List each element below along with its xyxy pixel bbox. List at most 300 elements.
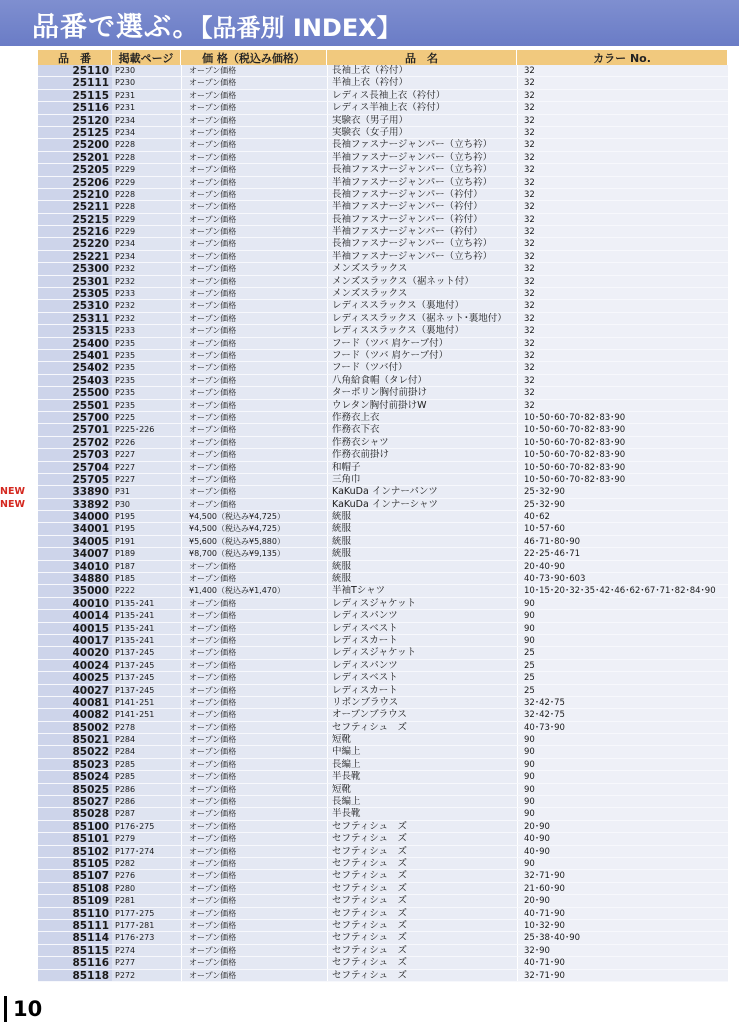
price-cell-text: オープン価格: [189, 313, 237, 323]
color-no-cell: [517, 313, 728, 324]
price-cell-text: オープン価格: [189, 945, 237, 955]
product-name-cell: [327, 115, 517, 126]
product-name-cell-text: レディス半袖上衣（衿付）: [332, 102, 446, 114]
color-no-cell: [517, 338, 728, 349]
page-cell: [112, 251, 181, 262]
table-row: [38, 251, 728, 263]
price-cell: [181, 400, 327, 411]
color-no-cell: [517, 201, 728, 212]
page-cell-text: P234: [115, 239, 136, 249]
table-row: [38, 548, 728, 560]
product-no-cell: [38, 238, 112, 249]
product-name-cell: [327, 585, 517, 596]
product-name-cell-text: セフティシュ ズ: [332, 919, 408, 931]
price-cell: [181, 511, 327, 522]
color-no-cell-text: 90: [524, 635, 535, 646]
table-row: [38, 474, 728, 486]
product-no-cell-text: 25220: [72, 238, 109, 251]
product-no-cell: [38, 400, 112, 411]
product-name-cell-text: レディス長袖上衣（衿付）: [332, 89, 446, 101]
page-cell-text: P234: [115, 251, 136, 261]
new-badge: NEW: [0, 486, 25, 498]
color-no-cell: [517, 523, 728, 534]
table-row: [38, 189, 728, 201]
price-cell-text: オープン価格: [189, 821, 237, 831]
product-name-cell: [327, 201, 517, 212]
color-no-cell: [517, 895, 728, 906]
product-no-cell-text: 85101: [72, 833, 109, 846]
product-name-cell: [327, 821, 517, 832]
page-cell: [112, 523, 181, 534]
product-name-cell: [327, 523, 517, 534]
product-name-cell: [327, 77, 517, 88]
page-cell-text: P176･275: [115, 821, 155, 831]
color-no-cell: [517, 325, 728, 336]
page-cell-text: P281: [115, 896, 136, 906]
color-no-cell-text: 40･62: [524, 512, 550, 523]
page-cell: [112, 338, 181, 349]
product-no-cell: [38, 300, 112, 311]
table-row: [38, 870, 728, 882]
color-no-cell-text: 25: [524, 673, 535, 684]
table-row: [38, 127, 728, 139]
product-no-cell-text: 40014: [72, 610, 109, 623]
table-row: [38, 214, 728, 226]
price-cell: [181, 77, 327, 88]
product-no-cell: [38, 325, 112, 336]
price-cell-text: オープン価格: [189, 66, 237, 75]
page-cell: [112, 610, 181, 621]
price-cell: [181, 462, 327, 473]
price-cell-text: オープン価格: [189, 437, 237, 447]
color-no-cell: [517, 908, 728, 919]
product-no-cell-text: 85107: [72, 870, 109, 883]
color-no-cell: [517, 90, 728, 101]
page-cell-text: P227: [115, 450, 136, 460]
table-row: [38, 585, 728, 597]
price-cell: [181, 313, 327, 324]
price-cell-text: オープン価格: [189, 140, 237, 150]
product-no-cell: [38, 177, 112, 188]
product-no-cell: [38, 362, 112, 373]
color-no-cell-text: 32: [524, 177, 535, 188]
new-badge: NEW: [0, 498, 25, 510]
product-name-cell-text: 三角巾: [332, 473, 361, 485]
price-cell: [181, 263, 327, 274]
product-name-cell-text: 実験衣（女子用）: [332, 126, 409, 138]
price-cell: [181, 833, 327, 844]
product-name-cell: [327, 970, 517, 981]
page-cell-text: P222: [115, 586, 136, 596]
price-cell-text: オープン価格: [189, 635, 237, 645]
product-name-cell-text: メンズスラックス: [332, 263, 408, 275]
page-cell-text: P141･251: [115, 710, 155, 720]
price-cell: [181, 437, 327, 448]
color-no-cell-text: 25: [524, 685, 535, 696]
page-cell: [112, 685, 181, 696]
product-no-cell-text: 85115: [72, 944, 109, 957]
color-no-cell-text: 10･50･60･70･82･83･90: [524, 450, 626, 461]
page-cell-text: P231: [115, 90, 136, 100]
price-cell-text: オープン価格: [189, 487, 237, 497]
color-no-cell-text: 10･50･60･70･82･83･90: [524, 462, 626, 473]
page-cell: [112, 325, 181, 336]
price-cell: [181, 796, 327, 807]
price-cell-text: オープン価格: [189, 326, 237, 336]
page-cell: [112, 746, 181, 757]
page-cell: [112, 660, 181, 671]
page-cell-text: P282: [115, 859, 136, 868]
price-cell-text: オープン価格: [189, 970, 237, 980]
page-cell: [112, 189, 181, 200]
page-cell-text: P232: [115, 276, 136, 286]
product-name-cell: [327, 251, 517, 262]
product-no-cell-text: 33892: [72, 498, 109, 511]
product-name-cell-text: レディススラックス（裏地付）: [332, 300, 464, 312]
color-no-cell: [517, 437, 728, 448]
product-no-cell-text: 25110: [72, 65, 109, 77]
price-cell: [181, 375, 327, 386]
product-name-cell: [327, 400, 517, 411]
page-cell-text: P225: [115, 412, 136, 422]
page-cell-text: P135･241: [115, 598, 155, 608]
color-no-cell-text: 32: [524, 239, 535, 250]
price-cell-text: オープン価格: [189, 78, 237, 88]
price-cell: [181, 561, 327, 572]
column-header-color-no: カラー No.: [517, 50, 728, 65]
price-cell-text: オープン価格: [189, 474, 237, 484]
table-row: [38, 647, 728, 659]
table-row: [38, 462, 728, 474]
product-name-cell: [327, 759, 517, 770]
product-name-cell-text: 長袖ファスナージャンパー（衿付）: [332, 213, 483, 225]
price-cell: [181, 635, 327, 646]
price-cell: [181, 858, 327, 869]
product-no-cell-text: 25305: [72, 288, 109, 301]
color-no-cell-text: 10･50･60･70･82･83･90: [524, 425, 626, 436]
table-row: [38, 771, 728, 783]
price-cell-text: オープン価格: [189, 462, 237, 472]
page-cell: [112, 77, 181, 88]
price-cell: [181, 300, 327, 311]
color-no-cell-text: 90: [524, 747, 535, 758]
price-cell-text: オープン価格: [189, 202, 237, 212]
table-row: [38, 226, 728, 238]
product-name-cell-text: レディスベスト: [332, 622, 398, 634]
price-cell: [181, 548, 327, 559]
price-cell-text: オープン価格: [189, 103, 237, 113]
product-no-cell-text: 25500: [72, 387, 109, 400]
color-no-cell-text: 40･73･90: [524, 722, 565, 733]
price-cell: [181, 585, 327, 596]
color-no-cell-text: 32･42･75: [524, 697, 565, 708]
product-no-cell-text: 25111: [72, 77, 109, 90]
price-cell: [181, 759, 327, 770]
product-no-cell-text: 25221: [72, 250, 109, 263]
product-name-cell-text: 短靴: [332, 734, 352, 746]
product-no-cell: [38, 746, 112, 757]
product-no-cell-text: 25705: [72, 473, 109, 486]
product-name-cell-text: 短靴: [332, 783, 352, 795]
product-no-cell-text: 25215: [72, 213, 109, 226]
product-name-cell: [327, 362, 517, 373]
product-index-table: [0, 50, 728, 982]
page-cell: [112, 883, 181, 894]
price-cell: [181, 672, 327, 683]
product-no-cell-text: 85118: [72, 969, 109, 982]
product-no-cell: [38, 759, 112, 770]
product-name-cell: [327, 908, 517, 919]
product-no-cell-text: 25402: [72, 362, 109, 375]
product-name-cell-text: 作務衣前掛け: [332, 449, 390, 461]
color-no-cell: [517, 387, 728, 398]
price-cell-text: オープン価格: [189, 598, 237, 608]
product-no-cell: [38, 226, 112, 237]
table-row: [38, 970, 728, 982]
table-row: [38, 920, 728, 932]
product-no-cell: [38, 77, 112, 88]
product-no-cell-text: 85111: [72, 919, 109, 932]
product-no-cell: [38, 883, 112, 894]
page-cell: [112, 139, 181, 150]
color-no-cell-text: 32･71･90: [524, 970, 565, 981]
page-cell-text: P187: [115, 561, 136, 571]
product-name-cell-text: セフティシュ ズ: [332, 845, 408, 857]
page-cell-text: P235: [115, 400, 136, 410]
color-no-cell-text: 32: [524, 90, 535, 101]
color-no-cell-text: 90: [524, 735, 535, 746]
page-cell-text: P137･245: [115, 685, 155, 695]
product-no-cell: [38, 214, 112, 225]
color-no-cell-text: 22･25･46･71: [524, 549, 581, 560]
price-cell-text: オープン価格: [189, 660, 237, 670]
color-no-cell: [517, 536, 728, 547]
product-no-cell-text: 34880: [72, 573, 109, 586]
product-no-cell-text: 25300: [72, 263, 109, 276]
page-title: [32, 5, 401, 44]
page-cell: [112, 313, 181, 324]
table-row: [38, 784, 728, 796]
product-no-cell: [38, 412, 112, 423]
product-name-cell: [327, 746, 517, 757]
product-no-cell: [38, 65, 112, 76]
product-no-cell-text: 85023: [72, 758, 109, 771]
product-name-cell-text: セフティシュ ズ: [332, 870, 408, 882]
column-header-product-name: 品 名: [327, 50, 517, 65]
color-no-cell-text: 90: [524, 623, 535, 634]
color-no-cell: [517, 697, 728, 708]
price-cell-text: オープン価格: [189, 276, 237, 286]
table-row: [38, 734, 728, 746]
product-name-cell: [327, 709, 517, 720]
price-cell: [181, 288, 327, 299]
color-no-cell: [517, 511, 728, 522]
price-cell: [181, 970, 327, 981]
page-cell-text: P189: [115, 549, 136, 559]
table-body: [0, 65, 728, 982]
price-cell-text: オープン価格: [189, 375, 237, 385]
page-cell: [112, 486, 181, 497]
color-no-cell: [517, 870, 728, 881]
product-no-cell: [38, 375, 112, 386]
page-cell-text: P284: [115, 735, 136, 745]
page-cell: [112, 362, 181, 373]
product-name-cell-text: レディスパンツ: [332, 659, 398, 671]
product-name-cell: [327, 139, 517, 150]
page-cell: [112, 238, 181, 249]
product-name-cell: [327, 610, 517, 621]
table-row: [38, 164, 728, 176]
page-cell: [112, 548, 181, 559]
page-cell-text: P272: [115, 970, 136, 980]
price-cell-text: オープン価格: [189, 772, 237, 782]
price-cell: [181, 127, 327, 138]
product-name-cell: [327, 189, 517, 200]
table-row: [38, 375, 728, 387]
page-cell-text: P286: [115, 797, 136, 807]
price-cell-text: オープン価格: [189, 809, 237, 819]
product-no-cell: [38, 623, 112, 634]
product-no-cell-text: 34001: [72, 523, 109, 536]
product-name-cell: [327, 511, 517, 522]
color-no-cell: [517, 945, 728, 956]
product-name-cell-text: ウレタン胸付前掛けW: [332, 399, 427, 411]
page-cell-text: P228: [115, 189, 136, 199]
page-cell-text: P195: [115, 512, 136, 522]
product-no-cell-text: 25501: [72, 399, 109, 412]
product-name-cell: [327, 920, 517, 931]
price-cell-text: オープン価格: [189, 363, 237, 373]
table-row: [38, 511, 728, 523]
color-no-cell: [517, 486, 728, 497]
price-cell-text: オープン価格: [189, 450, 237, 460]
product-no-cell-text: 25400: [72, 337, 109, 350]
color-no-cell: [517, 548, 728, 559]
color-no-cell-text: 32･42･75: [524, 710, 565, 721]
product-name-cell-text: 統服: [332, 535, 352, 547]
price-cell: [181, 164, 327, 175]
price-cell-text: オープン価格: [189, 189, 237, 199]
page-cell: [112, 970, 181, 981]
page-cell: [112, 164, 181, 175]
product-no-cell-text: 85102: [72, 845, 109, 858]
product-name-cell-text: セフティシュ ズ: [332, 957, 408, 969]
table-row: [38, 610, 728, 622]
color-no-cell: [517, 177, 728, 188]
product-name-cell: [327, 932, 517, 943]
color-no-cell-text: 40･71･90: [524, 958, 565, 969]
page-cell-text: P279: [115, 834, 136, 844]
price-cell-text: オープン価格: [189, 797, 237, 807]
table-row: [38, 672, 728, 684]
product-no-cell: [38, 970, 112, 981]
price-cell-text: オープン価格: [189, 722, 237, 732]
color-no-cell-text: 90: [524, 797, 535, 808]
price-cell-text: オープン価格: [189, 710, 237, 720]
table-row: [38, 77, 728, 89]
page-cell-text: P177･275: [115, 908, 155, 918]
product-name-cell: [327, 350, 517, 361]
color-no-cell-text: 90: [524, 784, 535, 795]
page-cell: [112, 759, 181, 770]
color-no-cell: [517, 214, 728, 225]
product-name-cell-text: 半袖ファスナージャンパー（衿付）: [332, 226, 483, 238]
color-no-cell-text: 40･90: [524, 834, 550, 845]
product-no-cell-text: 25210: [72, 188, 109, 201]
page-cell-text: P228: [115, 202, 136, 212]
table-row: [38, 412, 728, 424]
table-row: [38, 338, 728, 350]
price-cell-text: オープン価格: [189, 846, 237, 856]
product-no-cell: [38, 647, 112, 658]
price-cell-text: オープン価格: [189, 834, 237, 844]
page-cell: [112, 412, 181, 423]
color-no-cell: [517, 300, 728, 311]
product-no-cell-text: 25120: [72, 114, 109, 127]
price-cell: [181, 139, 327, 150]
product-name-cell-text: 統服: [332, 511, 352, 523]
page-cell: [112, 400, 181, 411]
page-cell-text: P226: [115, 437, 136, 447]
page-cell: [112, 449, 181, 460]
page-cell: [112, 573, 181, 584]
page-cell-text: P233: [115, 289, 136, 299]
page-cell-text: P235: [115, 350, 136, 360]
color-no-cell: [517, 796, 728, 807]
table-row: [38, 177, 728, 189]
product-no-cell-text: 85108: [72, 882, 109, 895]
product-name-cell-text: 作務衣上衣: [332, 411, 380, 423]
product-no-cell: [38, 474, 112, 485]
price-cell: [181, 276, 327, 287]
product-no-cell: [38, 548, 112, 559]
product-name-cell: [327, 474, 517, 485]
page-cell-text: P177･281: [115, 920, 155, 930]
product-no-cell-text: 25311: [72, 312, 109, 325]
color-no-cell: [517, 573, 728, 584]
product-no-cell-text: 85105: [72, 858, 109, 870]
price-cell: [181, 697, 327, 708]
product-name-cell: [327, 499, 517, 510]
product-name-cell-text: 半袖上衣（衿付）: [332, 77, 409, 89]
product-name-cell-text: メンズスラックス: [332, 288, 408, 300]
price-cell: [181, 536, 327, 547]
price-cell: [181, 387, 327, 398]
product-name-cell: [327, 152, 517, 163]
color-no-cell-text: 90: [524, 611, 535, 622]
page-cell-text: P277: [115, 958, 136, 968]
color-no-cell: [517, 883, 728, 894]
color-no-cell-text: 20･90: [524, 821, 550, 832]
page-cell: [112, 462, 181, 473]
color-no-cell-text: 10･15･20･32･35･42･46･62･67･71･82･84･90: [524, 586, 716, 597]
color-no-cell-text: 10･50･60･70･82･83･90: [524, 437, 626, 448]
page-cell: [112, 102, 181, 113]
product-name-cell: [327, 808, 517, 819]
color-no-cell: [517, 672, 728, 683]
product-no-cell-text: 25205: [72, 164, 109, 177]
product-name-cell-text: KaKuDa インナーシャツ: [332, 498, 438, 510]
product-no-cell-text: 85021: [72, 734, 109, 747]
color-no-cell-text: 20･40･90: [524, 561, 565, 572]
product-name-cell: [327, 437, 517, 448]
color-no-cell: [517, 412, 728, 423]
color-no-cell: [517, 808, 728, 819]
product-no-cell: [38, 152, 112, 163]
price-cell: [181, 734, 327, 745]
color-no-cell-text: 32: [524, 140, 535, 151]
page-cell-text: P231: [115, 103, 136, 113]
